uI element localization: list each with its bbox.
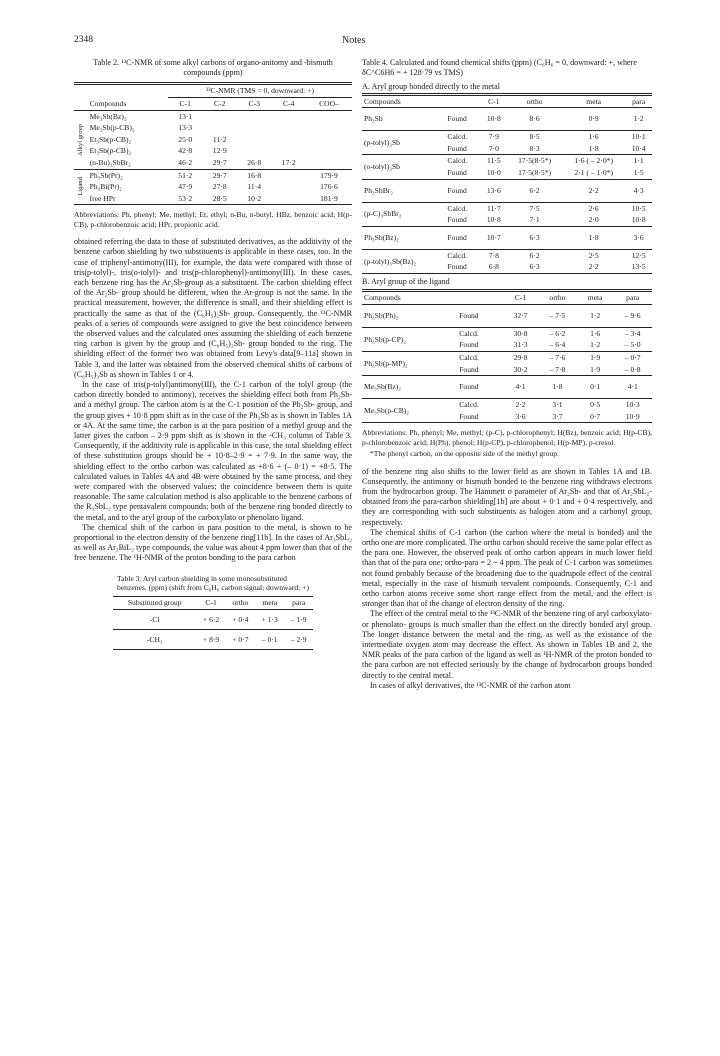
table3 bbox=[113, 596, 313, 650]
table4-header bbox=[445, 94, 480, 108]
table2 bbox=[74, 82, 352, 205]
table4-cell: Calcd. bbox=[447, 250, 468, 260]
table-row bbox=[362, 179, 652, 202]
table4-cell: Calcd. bbox=[459, 328, 479, 338]
table-row bbox=[74, 145, 352, 157]
table4-cell: Calcd. bbox=[447, 203, 468, 213]
table4-cell: 10·4 bbox=[631, 143, 646, 153]
table-row bbox=[362, 304, 652, 327]
table4-cell: 4·3 bbox=[633, 185, 644, 195]
table4-cell: 0·9 bbox=[588, 114, 599, 124]
table4-cell: 4·1 bbox=[627, 382, 638, 392]
running-head: Notes bbox=[342, 35, 366, 46]
table-row bbox=[74, 169, 352, 181]
table4-cell: 17·5(8·5*) bbox=[518, 167, 552, 177]
table3-cell: – 1·9 bbox=[290, 614, 307, 624]
table2-cell bbox=[271, 122, 306, 134]
table4-cell: 1·8 bbox=[588, 143, 599, 153]
table2-cell: 29·7 bbox=[212, 170, 227, 180]
table4-cell: – 0·8 bbox=[624, 364, 641, 374]
table4-cell: – 5·0 bbox=[624, 340, 641, 350]
table2-cell: 51·2 bbox=[178, 170, 193, 180]
table4-cell: 2·0 bbox=[588, 215, 599, 225]
table4-cell: 8·6 bbox=[529, 114, 540, 124]
table2-cell: 42·8 bbox=[178, 146, 193, 156]
table4-cell: 8·3 bbox=[529, 143, 540, 153]
table2-cell bbox=[237, 145, 272, 157]
table3-cell: – 0·1 bbox=[261, 634, 278, 644]
table2-cell: (n-Bu)₃SbBr₂ bbox=[89, 157, 131, 167]
table2-header: C-3 bbox=[248, 99, 260, 108]
table-row bbox=[113, 610, 313, 630]
table2-cell: 25·0 bbox=[178, 134, 193, 144]
table4-cell: 2·2 bbox=[588, 185, 599, 195]
table4-header: C-1 bbox=[488, 96, 500, 106]
paragraph: In cases of alkyl derivatives, the ¹³C-NMR of the carbon atom bbox=[370, 680, 571, 690]
table4-footnote: *The phenyl carbon, on the opposite side of the methyl group. bbox=[370, 449, 559, 459]
table4-cell: Found bbox=[447, 185, 467, 195]
table4-cell: 7·8 bbox=[488, 250, 499, 260]
table4-header-row bbox=[362, 94, 652, 108]
table-row bbox=[74, 122, 352, 134]
table3-header: Substituted group bbox=[127, 598, 182, 608]
table2-cell bbox=[271, 193, 306, 205]
table4-cell: Found bbox=[447, 262, 467, 272]
table4-cell: Found bbox=[447, 167, 467, 177]
compound-name: Ph₃Sb(p-CP)₂ bbox=[364, 334, 407, 344]
table4-cell: 10·7 bbox=[486, 232, 501, 242]
table4-cell: – 6·2 bbox=[549, 328, 566, 338]
table4-cell: 6·3 bbox=[529, 262, 540, 272]
table2-cell bbox=[271, 181, 306, 193]
table-row bbox=[74, 193, 352, 205]
table4-cell: 8·5 bbox=[529, 132, 540, 142]
table-row bbox=[362, 327, 652, 339]
table4-header: ortho bbox=[526, 96, 543, 106]
table4-cell: 17·5(8·5*) bbox=[518, 156, 552, 166]
table2-cell bbox=[271, 169, 306, 181]
table2-cell bbox=[306, 145, 352, 157]
table2-cell bbox=[306, 122, 352, 134]
table4-cell: 6·2 bbox=[529, 185, 540, 195]
table-row bbox=[362, 202, 652, 214]
table4-cell: 2·2 bbox=[515, 400, 526, 410]
table4-cell: Calcd. bbox=[447, 132, 468, 142]
table-row bbox=[362, 131, 652, 143]
table2-caption: Table 2. ¹³C-NMR of some alkyl carbons of organo-anitomy and -bismuth compounds (ppm) bbox=[93, 58, 333, 78]
paragraph: The effect of the central metal to the ¹³C-NMR of the benzene ring of aryl carboxylato- or phenolato- groups is much smaller than the effect on the directly bonded aryl group. The longer distance between the metal and the ring, as well as the existance of the intermediate oxygen atom may decrease the effect. As shown in Tables 1B and 2, the NMR peaks of the para carbon of the ligand as well as ¹H-NMR of the proton bonded to the para carbon are not effected seriously by the change of hydrocarbon groups bonded directly to the central metal. bbox=[362, 609, 652, 680]
table2-spanner: ¹³C-NMR (TMS = 0, downward: +) bbox=[168, 84, 352, 98]
table4-cell: 6·8 bbox=[488, 262, 499, 272]
table4-section-b-title: B. Aryl group of the ligand bbox=[362, 276, 450, 286]
table3-cell: + 8·9 bbox=[202, 634, 220, 644]
left-body-text bbox=[74, 237, 352, 564]
table2-cell: 11·4 bbox=[247, 182, 262, 192]
table4-header: ortho bbox=[549, 293, 566, 303]
table2-group-label: Alkyl group bbox=[77, 123, 84, 156]
table4-cell: 4·1 bbox=[515, 382, 526, 392]
table4-section-a-title: A. Aryl group bonded directly to the metal bbox=[362, 82, 501, 92]
table4-cell: – 6·4 bbox=[549, 340, 566, 350]
table4-cell: 2·2 bbox=[588, 262, 599, 272]
table4-header: Compounds bbox=[364, 293, 401, 303]
table4-cell: 10·8 bbox=[486, 114, 501, 124]
table4-cell: 1·1 bbox=[633, 156, 644, 166]
table3-cell: + 1·3 bbox=[261, 614, 278, 624]
table4b bbox=[362, 289, 652, 423]
table4-cell: Found bbox=[459, 382, 479, 392]
table4-cell: 1·6 bbox=[588, 132, 599, 142]
table4-cell: 2·6 bbox=[588, 203, 599, 213]
compound-name: Ph₃Sb(p-MP)₂ bbox=[364, 358, 408, 368]
paragraph: The chemical shift of the carbon in para position to the metal, is shown to be proportional to the electron density of the benzene ring[11b]. In the cases of Ar₃SbL₂ as well as Ar₃BiL₂ type compounds, the value was about 4 ppm lower than that of the free benzene. The ¹H-NMR of the proton bonding to the para carbon bbox=[74, 522, 352, 563]
table4a bbox=[362, 93, 652, 274]
table2-group-label: Ligand bbox=[77, 177, 84, 197]
table3-header: para bbox=[292, 598, 306, 608]
table4-cell: 1·9 bbox=[590, 364, 601, 374]
paragraph: In the case of tris(p-tolyl)antimony(III), the C-1 carbon of the tolyl group (the carbon directly bonded to antimony), receives the shielding effect both from Ph₂Sb- and a methyl group. The carbon atom is at the C-1 position of the Ph₂Sb- group, and the group gives + 10·8 ppm shift as in the case of the Ph₃Sb as is shown in Tables 1A or 4A. At the same time, the carbon is at the para position of a methyl group and the latter gives the carbon – 2·9 ppm shift as is shown in the -CH₃ column of Table 3. Consequently, if the additivity rule is applicable in this case, the total shielding effect of these substitution groups should be + 10·8–2·9 = + 7·9. In the same way, the shielding effect to the ortho carbon was calculated as +8·6 + (– 0·1) = +8·5. The calculated values in Tables 4A and 4B were obtained by the same process, and they were compared with the observed values; the coincidence between them is quite reasonable. The same calculation method is also applicable to the benzene carbons of the R₃SbL₂ type pentavalent compounds; both of the benzene ring bonded directly to the metal, and to the aryl group of the carboxylato or phenolato ligand. bbox=[74, 380, 352, 522]
table2-cell bbox=[202, 122, 237, 134]
table4-cell: – 0·7 bbox=[624, 352, 641, 362]
table4-cell: 3·7 bbox=[552, 411, 563, 421]
table4-cell: Found bbox=[447, 232, 467, 242]
table2-cell: Me₃Sb(p-CB)₂ bbox=[89, 123, 135, 133]
table4-cell: 31·3 bbox=[513, 340, 528, 350]
table4-cell: Found bbox=[459, 340, 479, 350]
table4-cell: 10·1 bbox=[631, 132, 646, 142]
table2-cell bbox=[237, 122, 272, 134]
table3-block bbox=[113, 574, 313, 650]
table4-header: meta bbox=[587, 293, 603, 303]
table4-header: C-1 bbox=[514, 293, 527, 303]
table-row bbox=[362, 376, 652, 399]
table3-header-row bbox=[113, 597, 313, 610]
table2-cell bbox=[237, 134, 272, 146]
table4-cell: 7·5 bbox=[529, 203, 540, 213]
table4-cell: Found bbox=[459, 310, 479, 320]
compound-name: Ph₃SbBr₂ bbox=[364, 185, 393, 195]
table2-cell: 17·2 bbox=[281, 157, 296, 167]
table4-cell: – 9·6 bbox=[624, 310, 641, 320]
table2-cell: 46·2 bbox=[178, 157, 193, 167]
table4-cell: – 7·8 bbox=[549, 364, 566, 374]
table-row bbox=[74, 110, 352, 122]
table4-cell: 30·2 bbox=[513, 364, 528, 374]
table4-cell: 11·7 bbox=[487, 203, 501, 213]
table2-cell bbox=[202, 110, 237, 122]
right-column bbox=[362, 58, 652, 691]
table4-cell: 1·6 ( – 2·0*) bbox=[574, 156, 613, 166]
table4-cell: Found bbox=[459, 411, 479, 421]
compound-name: Ph₃Sb bbox=[364, 114, 383, 124]
table4-cell: 2·5 bbox=[588, 250, 599, 260]
table3-cell: -Cl bbox=[149, 614, 160, 624]
table2-cell bbox=[271, 134, 306, 146]
compound-name: Ph₃Sb(Bz)₂ bbox=[364, 232, 399, 242]
table2-cell: 11·2 bbox=[212, 134, 227, 144]
table3-cell: -CH₃ bbox=[146, 634, 163, 644]
table4-cell: 0·5 bbox=[590, 400, 601, 410]
table2-cell: 13·3 bbox=[178, 123, 193, 133]
table2-cell: 28·5 bbox=[212, 193, 227, 203]
left-column bbox=[74, 58, 352, 650]
table4-cell: 10·8 bbox=[631, 215, 646, 225]
table2-cell: 181·9 bbox=[320, 193, 338, 203]
table2-cell: Me₃Sb(Bz)₂ bbox=[89, 111, 127, 121]
table3-header: ortho bbox=[232, 598, 249, 608]
table2-abbreviations: Abbreviations: Ph, phenyl; Me, methyl; Et, ethyl; n-Bu, n-butyl, HBz, benzoic acid; H(p-CB), p-chlorobenzoic acid; HPr, propionic acid. bbox=[74, 210, 352, 229]
table4-header: para bbox=[632, 96, 646, 106]
table2-group-col bbox=[74, 98, 88, 111]
table2-cell: 29·7 bbox=[212, 157, 227, 167]
table3-cell: + 6·2 bbox=[202, 614, 220, 624]
table4-cell: – 7·6 bbox=[549, 352, 566, 362]
table-row bbox=[362, 399, 652, 411]
table4-cell: 3·6 bbox=[515, 411, 526, 421]
table2-cell: 10·2 bbox=[247, 193, 262, 203]
table4-cell: 10·3 bbox=[625, 400, 640, 410]
table-row bbox=[113, 630, 313, 650]
table2-cell: 13·1 bbox=[178, 111, 193, 121]
table-row bbox=[74, 134, 352, 146]
table4-header: Compounds bbox=[364, 96, 401, 106]
table4-cell: 3·1 bbox=[552, 400, 563, 410]
table2-cell: 179·9 bbox=[320, 170, 338, 180]
table4-cell: 1·2 bbox=[590, 340, 601, 350]
table4-cell: 2·1 ( – 1·0*) bbox=[574, 167, 613, 177]
table-row bbox=[362, 155, 652, 167]
table2-cell: 26·8 bbox=[247, 157, 262, 167]
page-number: 2348 bbox=[74, 35, 93, 45]
table2-cell bbox=[306, 157, 352, 169]
table4-cell: 13·6 bbox=[486, 185, 501, 195]
table2-cell: Ph₃Bi(Pr)₂ bbox=[89, 182, 122, 192]
table2-cell: 16·8 bbox=[247, 170, 262, 180]
table-row bbox=[74, 181, 352, 193]
table3-cell: – 2·9 bbox=[290, 634, 307, 644]
paragraph: of the benzene ring also shifts to the lower field as are shown in Tables 1A and 1B. Consequently, the antimony or bismuth bonded to the benzene ring withdraws electrons from the hydrocarbon group. The Hammett σ parameter of Ar₂Sb- and that of Ar₂SbL₂- obtained from the para-carbon shielding[1b] are about + 0·1 and + 0·4 respectively, and they are corresponding with such substituents as halogen atom and a carbonyl group, respectively. bbox=[362, 466, 652, 527]
table4-header-row bbox=[362, 291, 652, 305]
table4-cell: 1·8 bbox=[552, 382, 563, 392]
table4-cell: 13·5 bbox=[631, 262, 646, 272]
table4-cell: 1·5 bbox=[633, 167, 644, 177]
table2-cell: free HPr bbox=[89, 193, 116, 203]
table2-cell bbox=[306, 110, 352, 122]
table2-header: Compounds bbox=[89, 98, 127, 108]
table4-cell: 1·2 bbox=[633, 114, 644, 124]
table4-cell: 6·3 bbox=[529, 232, 540, 242]
table4-cell: Calcd. bbox=[459, 400, 479, 410]
table4-cell: – 7·5 bbox=[549, 310, 566, 320]
table4-abbreviations: Abbreviations: Ph, phenyl; Me, methyl; (p-C), p-chlorophenyl; H(Bz), benzoic acid; H(p-CB), p-chlorobenzoic acid; H(Ph), phenol; H(p-CP), p-chlorophenol; H(p-MP), p-cresol. bbox=[362, 428, 652, 447]
table4-cell: 7·0 bbox=[488, 143, 499, 153]
table-row bbox=[362, 249, 652, 261]
table2-header: C-4 bbox=[283, 99, 295, 108]
table3-cell: + 0·7 bbox=[232, 634, 249, 644]
compound-name: (p-tolyl)₃Sb(Bz)₂ bbox=[364, 256, 417, 266]
table4-cell: 1·6 bbox=[590, 328, 601, 338]
table2-cell: 47·9 bbox=[178, 182, 193, 192]
table2-cell: Et₃Sb(p-CB)₂ bbox=[89, 134, 132, 144]
table3-cell: + 0·4 bbox=[232, 614, 249, 624]
table4-cell: – 3·4 bbox=[624, 328, 641, 338]
table4-header bbox=[457, 291, 503, 305]
table2-cell: Ph₃Sb(Pr)₂ bbox=[89, 170, 123, 180]
table-row bbox=[74, 157, 352, 169]
table4-cell: 7·9 bbox=[488, 132, 499, 142]
table2-cell: 53·2 bbox=[178, 193, 193, 203]
table2-cell bbox=[271, 110, 306, 122]
table4-cell: Found bbox=[447, 114, 467, 124]
table4-cell: Found bbox=[447, 215, 467, 225]
table4-cell: 12·5 bbox=[631, 250, 646, 260]
table4-cell: Found bbox=[447, 143, 467, 153]
table2-cell bbox=[237, 110, 272, 122]
table4-cell: 11·5 bbox=[487, 156, 501, 166]
table2-cell: 176·6 bbox=[320, 182, 338, 192]
compound-name: Me₃Sb(p-CB)₂ bbox=[364, 405, 409, 415]
table-row bbox=[362, 351, 652, 363]
paragraph: The chemical shifts of C-1 carbon (the carbon where the metal is bonded) and the ortho one are more complicated. The ortho carbon should receive the same polar effect as the para one. However, the observed peak of ortho carbon appears in much lower field than that of the para one; ortho-para = 2 ~ 4 ppm. The peak of C-1 carbon was sometimes not found probably because of the broadening due to the quadrupole effect of the central metal, especially in the case of bismuth tervalent compounds. Consequently, C-1 and ortho carbon atoms receive some short range effect from the metal, and the effect is stronger than that of the change of electron density of the ring. bbox=[362, 527, 652, 609]
table2-header: C-2 bbox=[214, 99, 226, 108]
table4-cell: 10·8 bbox=[486, 215, 501, 225]
table4-cell: 1·2 bbox=[590, 310, 601, 320]
table4-cell: 3·6 bbox=[633, 232, 644, 242]
table4-cell: 29·8 bbox=[513, 352, 528, 362]
table4-header: para bbox=[626, 293, 640, 303]
table3-header: meta bbox=[262, 598, 278, 608]
table4-cell: 7·1 bbox=[529, 215, 540, 225]
table2-cell bbox=[271, 145, 306, 157]
table2-cell bbox=[306, 134, 352, 146]
table4-cell: Found bbox=[459, 364, 479, 374]
compound-name: (p-tolyl)₃Sb bbox=[364, 138, 400, 147]
table4-cell: 1·8 bbox=[588, 232, 599, 242]
table2-header: C-1 bbox=[179, 99, 191, 108]
compound-name: Me₃Sb(Bz)₂ bbox=[364, 382, 401, 392]
table4-cell: 0·7 bbox=[590, 411, 601, 421]
paragraph: obtained referring the data to those of substituted derivatives, as the additivity of the benzene carbon shielding by two substituents is applicable in these cases, too. In the case of triphenyl-antimony(III), for example, the data were compared with those of tris(p-tolyl)-, tris(o-tolyl)- and tris(p-chlorophenyl)-antimony(III). In these cases, each benzene ring has the Ar₂Sb-group as a substituent. The carbon shielding effect of the Ar₂Sb- group should be different, when the Ar-group is not the same. In the practical measurement, however, the difference is small, and their shielding effect is practically the same as that of the (C₆H₅)₂Sb- group. Consequently, the ¹³C-NMR peaks of a series of compounds were assigned to give the best coincidence between the observed values and the calculated ones assuming the shielding of each benzene ring carbon is given by the group and (C₆H₅)₂Sb- group bonded to the ring. The shielding effect of the former two was obtained from Levy's data[9–11a] shown in Table 3, and the latter was obtained from the observed chemical shifts of carbons of (C₆H₅)₃Sb as shown in Tables 1 or 4. bbox=[74, 237, 352, 379]
table4-header: meta bbox=[586, 96, 602, 106]
right-body-text bbox=[362, 467, 652, 691]
table4-cell: 10·5 bbox=[631, 203, 646, 213]
compound-name: (o-tolyl)₃Sb bbox=[364, 162, 400, 172]
table4-cell: 10·9 bbox=[625, 411, 640, 421]
table2-cell: 12·9 bbox=[212, 146, 227, 156]
table4-caption: Table 4. Calculated and found chemical shifts (ppm) (C₆H₆ = 0, downward: +, where δC^C6H6 = + 128·79 vs TMS) bbox=[362, 58, 637, 78]
table4-cell: 0·1 bbox=[590, 382, 601, 392]
table2-header: COO– bbox=[319, 99, 339, 108]
table4-cell: 10·0 bbox=[486, 167, 501, 177]
compound-name: Ph₃Sb(Ph)₂ bbox=[364, 310, 399, 320]
table2-cell: Et₃Sb(p-CB)₂ bbox=[89, 146, 132, 156]
table4-cell: Calcd. bbox=[459, 352, 479, 362]
table4-cell: 32·7 bbox=[513, 310, 528, 320]
table4-cell: 30·8 bbox=[513, 328, 528, 338]
table-row bbox=[362, 226, 652, 249]
table-row bbox=[362, 108, 652, 131]
compound-name: (p-C)₃SbBr₂ bbox=[364, 209, 402, 219]
table4-cell: Calcd. bbox=[447, 156, 468, 166]
table2-cell: 27·8 bbox=[212, 182, 227, 192]
table3-header: C-1 bbox=[205, 598, 217, 608]
table4-cell: 6·2 bbox=[529, 250, 540, 260]
table3-caption: Table 3. Aryl carbon shielding in some monosubstituted benzenes. (ppm) (shift from C₆H₆ carbon signal; downward: +) bbox=[117, 573, 309, 593]
table4-cell: 1·9 bbox=[590, 352, 601, 362]
